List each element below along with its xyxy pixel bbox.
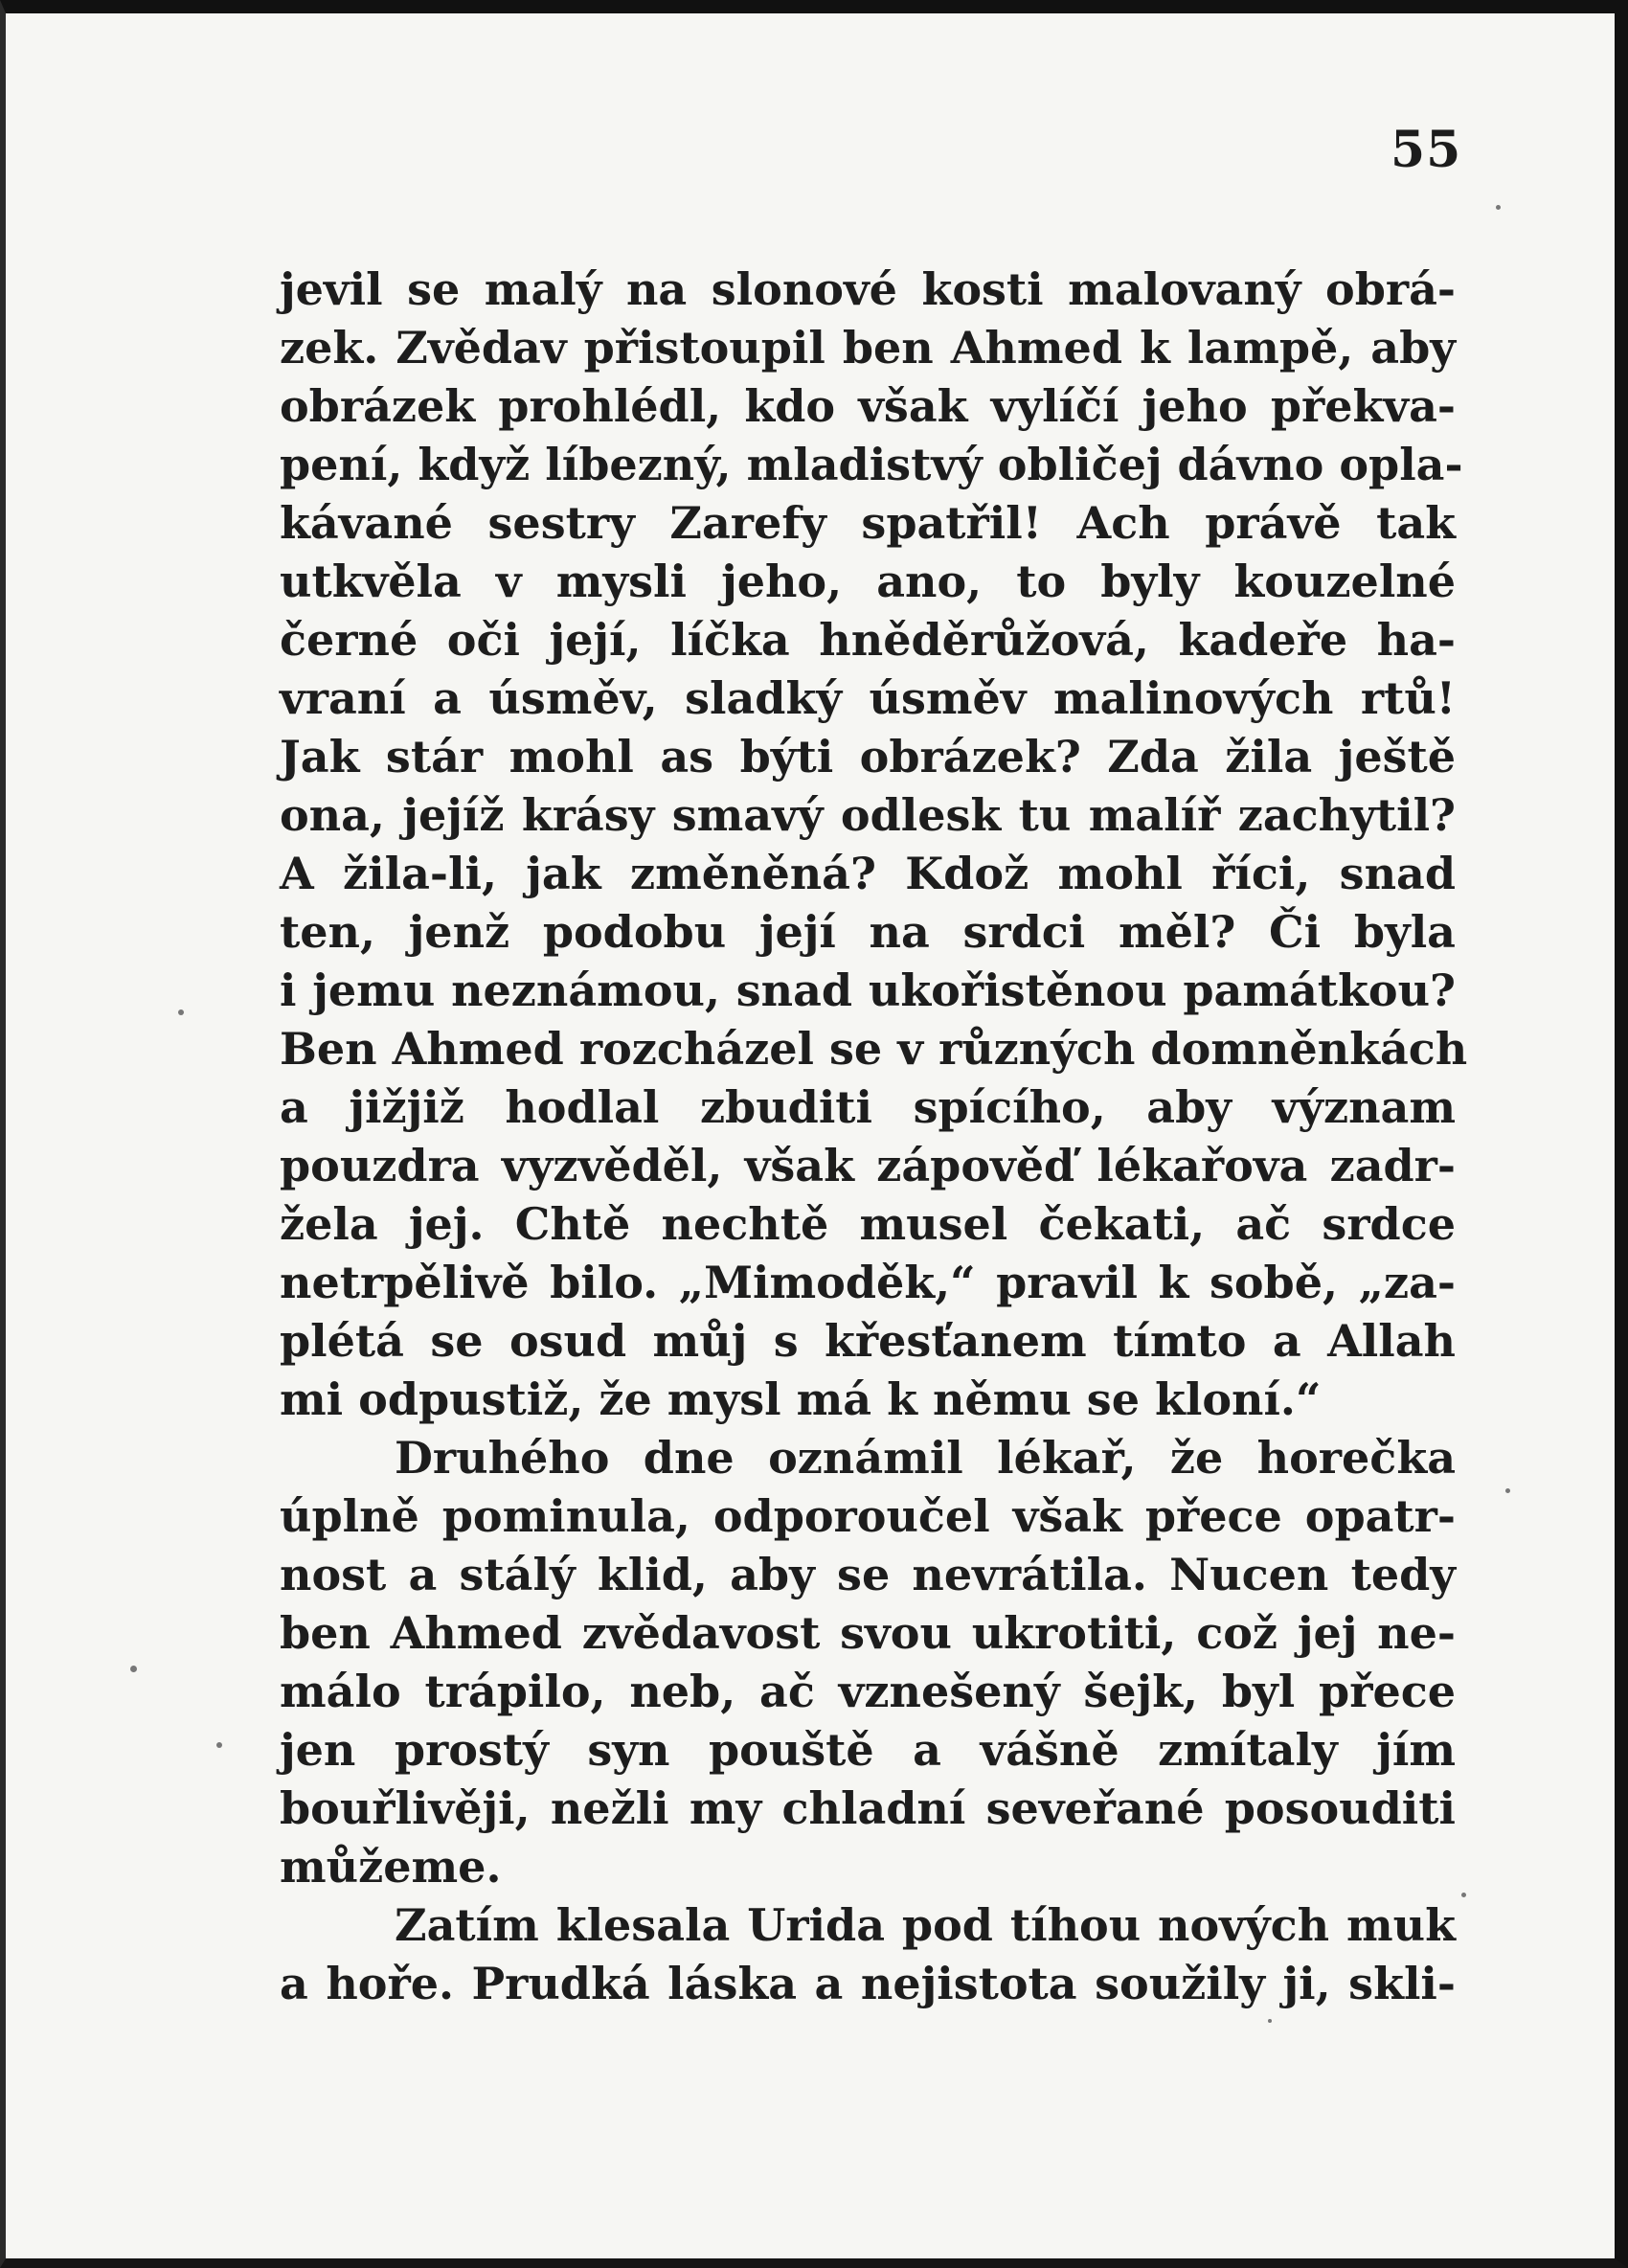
body-text — [280, 261, 1468, 2013]
text-line: obrázek prohlédl, kdo však vylíčí jeho překva- — [280, 380, 1456, 432]
text-line: ben Ahmed zvědavost svou ukrotiti, což jej ne- — [280, 1607, 1456, 1659]
text-line: i jemu neznámou, snad ukořistěnou památkou? — [280, 964, 1456, 1016]
paragraph-first-line: Zatím klesala Urida pod tíhou nových muk — [395, 1899, 1456, 1951]
text-line: mi odpustiž, že mysl má k němu se kloní.“ — [280, 1373, 1322, 1425]
text-line: a hoře. Prudká láska a nejistota soužily ji, skli- — [280, 1958, 1456, 2009]
scan-speck — [1461, 1893, 1466, 1897]
text-line: ona, jejíž krásy smavý odlesk tu malíř zachytil? — [280, 789, 1456, 841]
text-line: a jižjiž hodlal zbuditi spícího, aby význam — [280, 1081, 1456, 1133]
text-line: Ben Ahmed rozcházel se v různých domněnkách — [280, 1023, 1468, 1075]
text-line: kávané sestry Zarefy spatřil! Ach právě tak — [280, 497, 1456, 549]
text-line: žela jej. Chtě nechtě musel čekati, ač srdce — [280, 1198, 1456, 1250]
text-line: vraní a úsměv, sladký úsměv malinových rtů! — [280, 672, 1456, 724]
text-line: ten, jenž podobu její na srdci měl? Či byla — [280, 906, 1456, 958]
scan-speck — [178, 1009, 184, 1015]
scan-speck — [216, 1742, 222, 1748]
paragraph-first-line: Druhého dne oznámil lékař, že horečka — [395, 1432, 1456, 1484]
text-line: černé oči její, líčka hněděrůžová, kadeře ha- — [280, 614, 1456, 666]
text-line: jen prostý syn pouště a vášně zmítaly jím — [280, 1724, 1456, 1776]
page-number: 55 — [1391, 121, 1462, 179]
text-line: utkvěla v mysli jeho, ano, to byly kouzelné — [280, 556, 1456, 607]
scan-speck — [1496, 205, 1501, 210]
text-line: nost a stálý klid, aby se nevrátila. Nucen tedy — [280, 1549, 1456, 1600]
text-line: A žila-li, jak změněná? Kdož mohl říci, snad — [280, 848, 1456, 899]
scan-speck — [1505, 1488, 1510, 1493]
text-line: bouřlivěji, nežli my chladní seveřané posouditi — [280, 1782, 1456, 1834]
text-line: můžeme. — [280, 1841, 502, 1893]
scan-speck — [130, 1666, 137, 1672]
text-line: netrpělivě bilo. „Mimoděk,“ pravil k sobě, „za- — [280, 1257, 1456, 1308]
text-line: plétá se osud můj s křesťanem tímto a Allah — [280, 1315, 1456, 1367]
text-line: málo trápilo, neb, ač vznešený šejk, byl přece — [280, 1666, 1456, 1717]
scan-speck — [1268, 2019, 1272, 2023]
text-line: pouzdra vyzvěděl, však zápověď lékařova zadr- — [280, 1140, 1456, 1191]
text-line: pení, když líbezný, mladistvý obličej dávno opla- — [280, 439, 1463, 490]
text-line: zek. Zvědav přistoupil ben Ahmed k lampě, aby — [280, 322, 1456, 374]
text-line: Jak stár mohl as býti obrázek? Zda žila ještě — [280, 731, 1456, 782]
text-line: jevil se malý na slonové kosti malovaný obrá- — [280, 263, 1456, 315]
text-line: úplně pominula, odporoučel však přece opatr- — [280, 1490, 1456, 1542]
